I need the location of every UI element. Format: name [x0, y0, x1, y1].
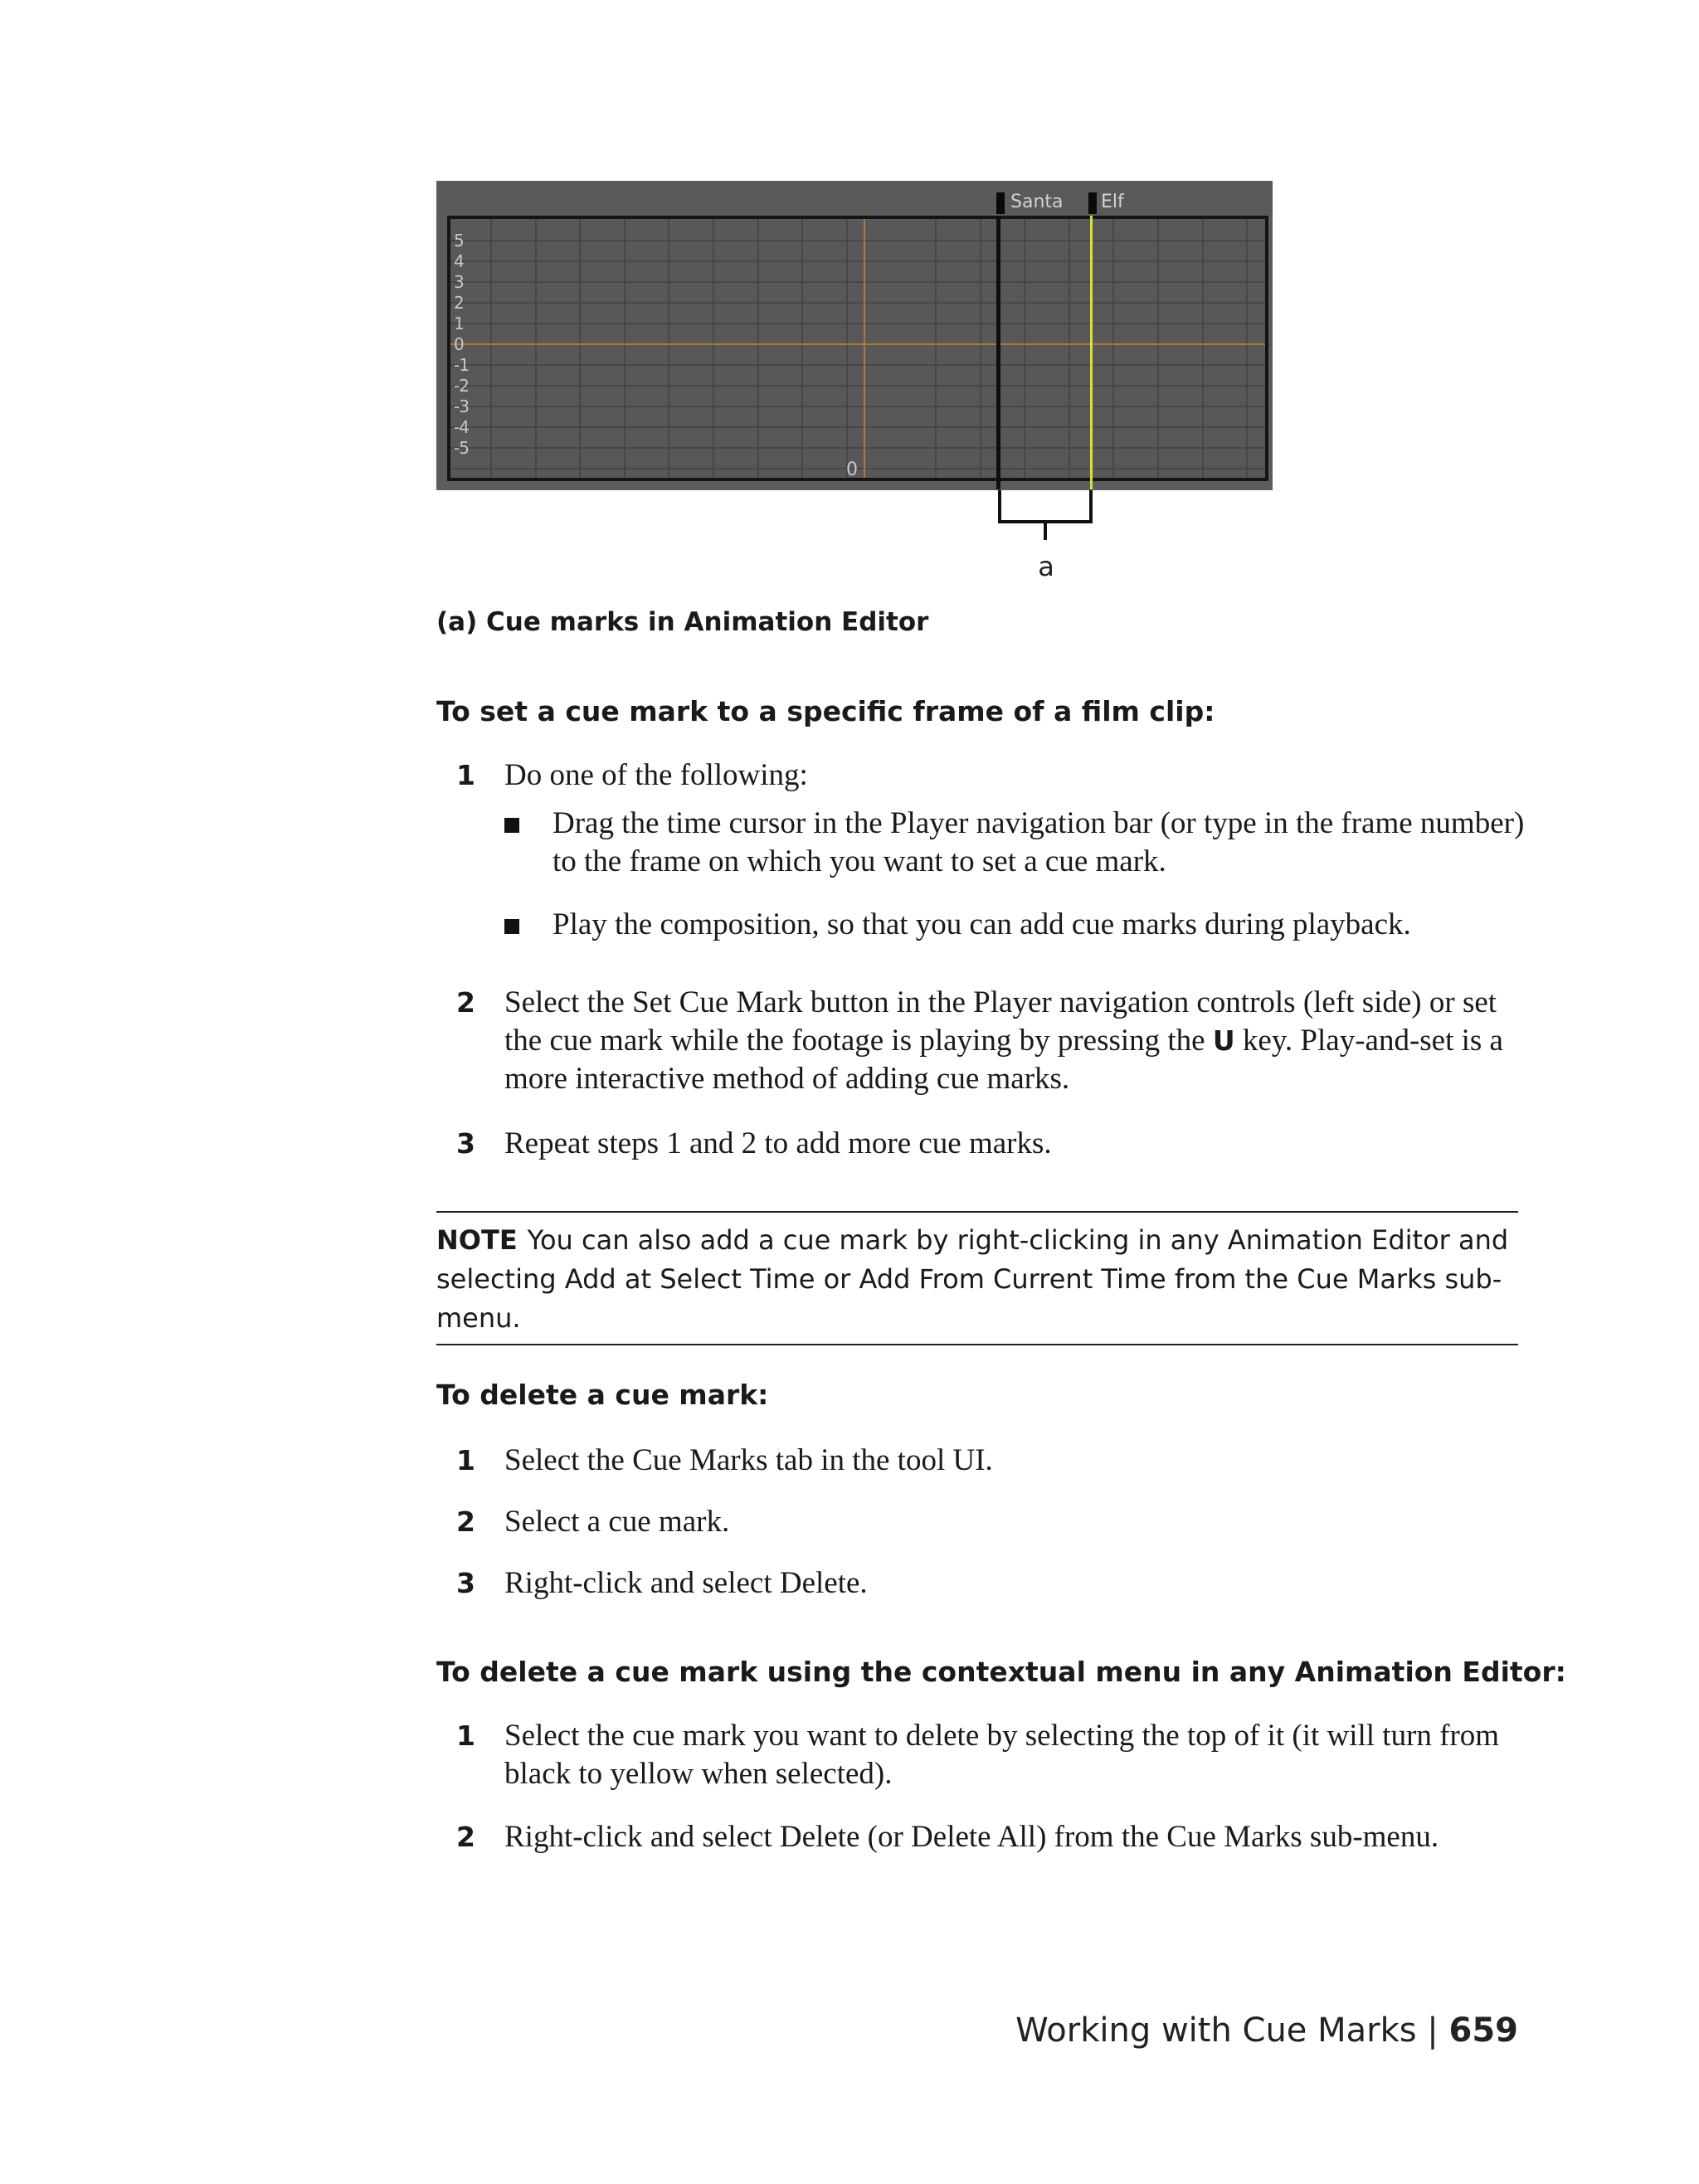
cue-mark-line-elf[interactable] [1090, 216, 1093, 489]
cue-mark-flag-elf[interactable] [1088, 192, 1097, 214]
step-number: 1 [456, 759, 475, 791]
section-heading-delete-cue-mark: To delete a cue mark: [436, 1379, 769, 1411]
cue-mark-label-santa: Santa [1010, 192, 1064, 212]
footer-chapter-title: Working with Cue Marks [1015, 2011, 1417, 2050]
grid-line [450, 364, 1265, 366]
grid-line [450, 426, 1265, 428]
bullet-text: Play the composition, so that you can add cue marks during playback. [553, 907, 1411, 941]
grid-line [450, 281, 1265, 283]
x-origin-label: 0 [846, 460, 858, 480]
grid-line [450, 385, 1265, 387]
step-number: 2 [456, 1821, 475, 1853]
step-text-part: key. Play-and-set is a more interactive method of adding cue marks. [504, 1024, 1503, 1096]
page-footer [1015, 2011, 1518, 2050]
y-tick-label: 1 [454, 314, 464, 333]
grid-line [579, 219, 581, 478]
grid-line [450, 302, 1265, 304]
step-text: Right-click and select Delete. [504, 1566, 868, 1600]
grid-line [450, 447, 1265, 449]
step-text: Repeat steps 1 and 2 to add more cue marks. [504, 1126, 1052, 1160]
grid-line [801, 219, 803, 478]
cue-mark-line-santa[interactable] [996, 216, 1000, 489]
y-tick-label: -1 [454, 355, 469, 375]
note-text: You can also add a cue mark by right-clicking in any Animation Editor and selecting Add at Select Time or Add From Current Time from the Cue Marks sub-menu. [436, 1224, 1509, 1334]
grid-line [1069, 219, 1070, 478]
grid-line [846, 219, 848, 478]
page-number: 659 [1448, 2011, 1518, 2050]
grid-line [668, 219, 669, 478]
note-box [436, 1211, 1518, 1345]
step-text-part: Select the Set Cue Mark button in the Player navigation controls (left side) or set the cue mark while the footage is playing by pressing the [504, 985, 1497, 1058]
y-tick-label: -3 [454, 396, 469, 416]
animation-editor-panel [436, 181, 1273, 490]
animation-curve-grid[interactable] [447, 216, 1268, 481]
note-label: NOTE [436, 1224, 518, 1256]
grid-line [1246, 219, 1248, 478]
square-bullet-icon [504, 919, 519, 934]
step-text: Select the Cue Marks tab in the tool UI. [504, 1443, 993, 1477]
cue-mark-label-elf: Elf [1101, 192, 1124, 212]
grid-line [450, 240, 1265, 241]
note-body [436, 1221, 1518, 1338]
grid-line [757, 219, 759, 478]
y-tick-label: -2 [454, 376, 469, 396]
grid-line [535, 219, 537, 478]
grid-line [1157, 219, 1159, 478]
grid-line [450, 406, 1265, 407]
square-bullet-icon [504, 818, 519, 833]
grid-line [490, 219, 492, 478]
step-text: Select the cue mark you want to delete by selecting the top of it (it will turn from black to yellow when selected). [504, 1719, 1500, 1791]
y-origin-line [450, 343, 1265, 345]
footer-separator: | [1416, 2011, 1449, 2050]
grid-line [980, 219, 981, 478]
y-tick-label: 3 [454, 272, 464, 292]
step-number: 3 [456, 1567, 475, 1599]
section-heading-set-cue-mark: To set a cue mark to a specific frame of a film clip: [436, 695, 1215, 727]
callout-bracket [998, 490, 1093, 540]
step-number: 2 [456, 1505, 475, 1538]
y-tick-label: 4 [454, 251, 464, 271]
y-tick-label: 5 [454, 231, 464, 251]
grid-line [450, 323, 1265, 324]
step-text: Do one of the following: [504, 758, 808, 792]
grid-line [935, 219, 937, 478]
cue-mark-header-bar [436, 181, 1273, 216]
figure-caption: (a) Cue marks in Animation Editor [436, 607, 929, 637]
grid-line [713, 219, 714, 478]
keyboard-key: U [1212, 1024, 1235, 1057]
grid-line [624, 219, 626, 478]
step-number: 1 [456, 1719, 475, 1752]
step-text: Right-click and select Delete (or Delete All) from the Cue Marks sub-menu. [504, 1820, 1439, 1854]
y-tick-label: 0 [454, 334, 464, 354]
step-text [504, 984, 1526, 1098]
y-tick-label: -5 [454, 438, 469, 458]
callout-label: a [1038, 551, 1054, 582]
grid-line [1202, 219, 1204, 478]
y-tick-label: -4 [454, 417, 469, 437]
grid-line [450, 260, 1265, 262]
grid-line [1024, 219, 1025, 478]
step-text: Select a cue mark. [504, 1505, 730, 1539]
animation-editor-figure [436, 181, 1274, 587]
cue-mark-flag-santa[interactable] [996, 192, 1005, 214]
step-number: 1 [456, 1444, 475, 1476]
bullet-text: Drag the time cursor in the Player navigation bar (or type in the frame number) to the frame on which you want to set a cue mark. [553, 806, 1525, 878]
section-heading-delete-contextual: To delete a cue mark using the contextual menu in any Animation Editor: [436, 1656, 1566, 1688]
step-number: 2 [456, 986, 475, 1019]
grid-line [1112, 219, 1114, 478]
x-origin-line [864, 219, 865, 478]
y-tick-label: 2 [454, 293, 464, 313]
step-number: 3 [456, 1127, 475, 1160]
grid-line [450, 468, 1265, 469]
